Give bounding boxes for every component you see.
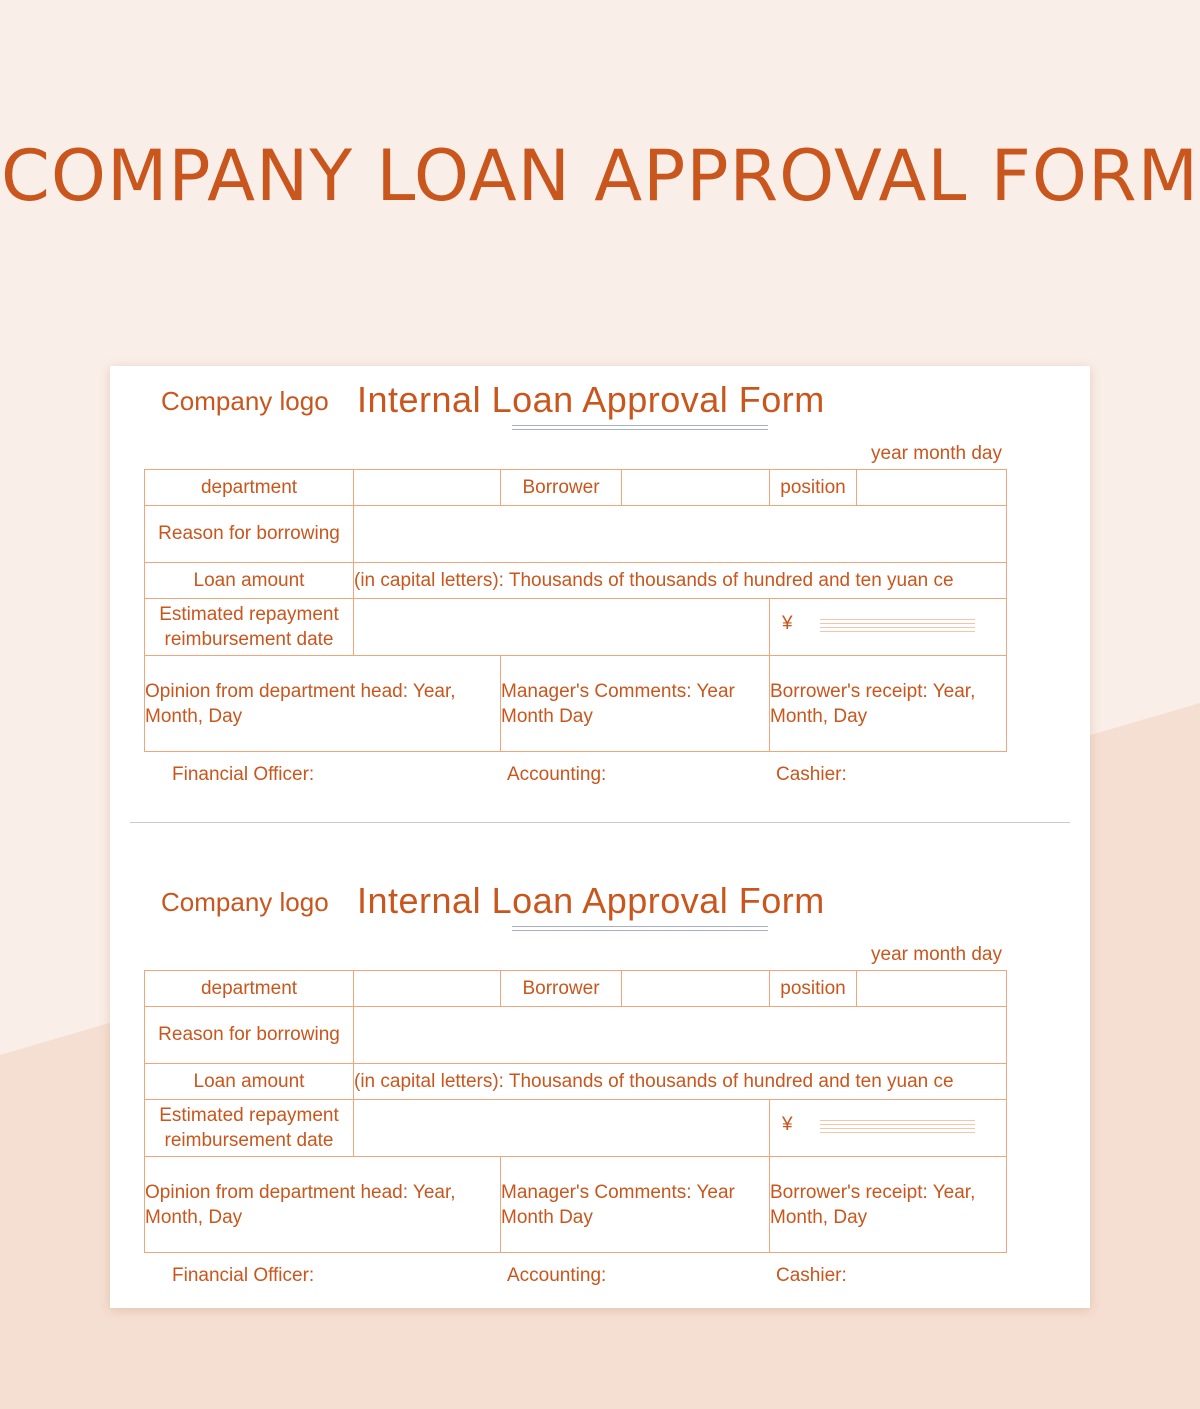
cashier-label: Cashier: [776,1265,847,1286]
position-field[interactable] [857,470,1007,506]
repayment-amount-field[interactable] [770,599,1007,656]
department-label: department [145,971,354,1007]
yen-symbol: ¥ [782,613,793,634]
loan-table [144,970,1007,1253]
department-field[interactable] [354,470,501,506]
department-head-opinion[interactable]: Opinion from department head: Year, Month, Day [145,1157,501,1253]
position-label: position [770,470,857,506]
position-field[interactable] [857,971,1007,1007]
company-logo: Company logo [161,887,329,917]
title-underline [512,425,768,430]
reason-field[interactable] [354,1007,1007,1064]
loan-amount-label: Loan amount [145,563,354,599]
loan-amount-label: Loan amount [145,1064,354,1100]
amount-lines [820,619,975,635]
borrower-receipt[interactable]: Borrower's receipt: Year, Month, Day [770,1157,1007,1253]
repayment-label-line2: reimbursement date [164,1130,334,1151]
loan-form-2 [110,867,1090,1287]
borrower-label: Borrower [501,470,622,506]
company-logo: Company logo [161,386,329,416]
position-label: position [770,971,857,1007]
cashier-label: Cashier: [776,764,847,785]
amount-lines [820,1120,975,1136]
department-field[interactable] [354,971,501,1007]
form-divider [130,822,1070,823]
loan-table [144,469,1007,752]
repayment-date-field[interactable] [354,599,770,656]
yen-symbol: ¥ [782,1114,793,1135]
borrower-label: Borrower [501,971,622,1007]
loan-form-1 [110,366,1090,786]
repayment-date-field[interactable] [354,1100,770,1157]
repayment-label-line1: Estimated repayment [159,604,339,625]
repayment-label-line1: Estimated repayment [159,1105,339,1126]
repayment-date-label [145,599,354,656]
manager-comments[interactable]: Manager's Comments: Year Month Day [501,1157,770,1253]
loan-amount-field[interactable]: (in capital letters): Thousands of thousands of hundred and ten yuan ce [354,1064,1007,1100]
financial-officer-label: Financial Officer: [172,764,315,785]
repayment-amount-field[interactable] [770,1100,1007,1157]
borrower-field[interactable] [622,470,770,506]
form-title: Internal Loan Approval Form [357,379,825,420]
department-label: department [145,470,354,506]
loan-amount-field[interactable]: (in capital letters): Thousands of thousands of hundred and ten yuan ce [354,563,1007,599]
date-label: year month day [871,944,1002,965]
accounting-label: Accounting: [507,1265,607,1286]
reason-label: Reason for borrowing [145,1007,354,1064]
date-label: year month day [871,443,1002,464]
repayment-label-line2: reimbursement date [164,629,334,650]
financial-officer-label: Financial Officer: [172,1265,315,1286]
manager-comments[interactable]: Manager's Comments: Year Month Day [501,656,770,752]
reason-label: Reason for borrowing [145,506,354,563]
reason-field[interactable] [354,506,1007,563]
title-underline [512,926,768,931]
department-head-opinion[interactable]: Opinion from department head: Year, Month, Day [145,656,501,752]
borrower-receipt[interactable]: Borrower's receipt: Year, Month, Day [770,656,1007,752]
accounting-label: Accounting: [507,764,607,785]
page-title: COMPANY LOAN APPROVAL FORM [1,135,1199,217]
repayment-date-label [145,1100,354,1157]
form-sheet [110,366,1090,1308]
form-title: Internal Loan Approval Form [357,880,825,921]
borrower-field[interactable] [622,971,770,1007]
